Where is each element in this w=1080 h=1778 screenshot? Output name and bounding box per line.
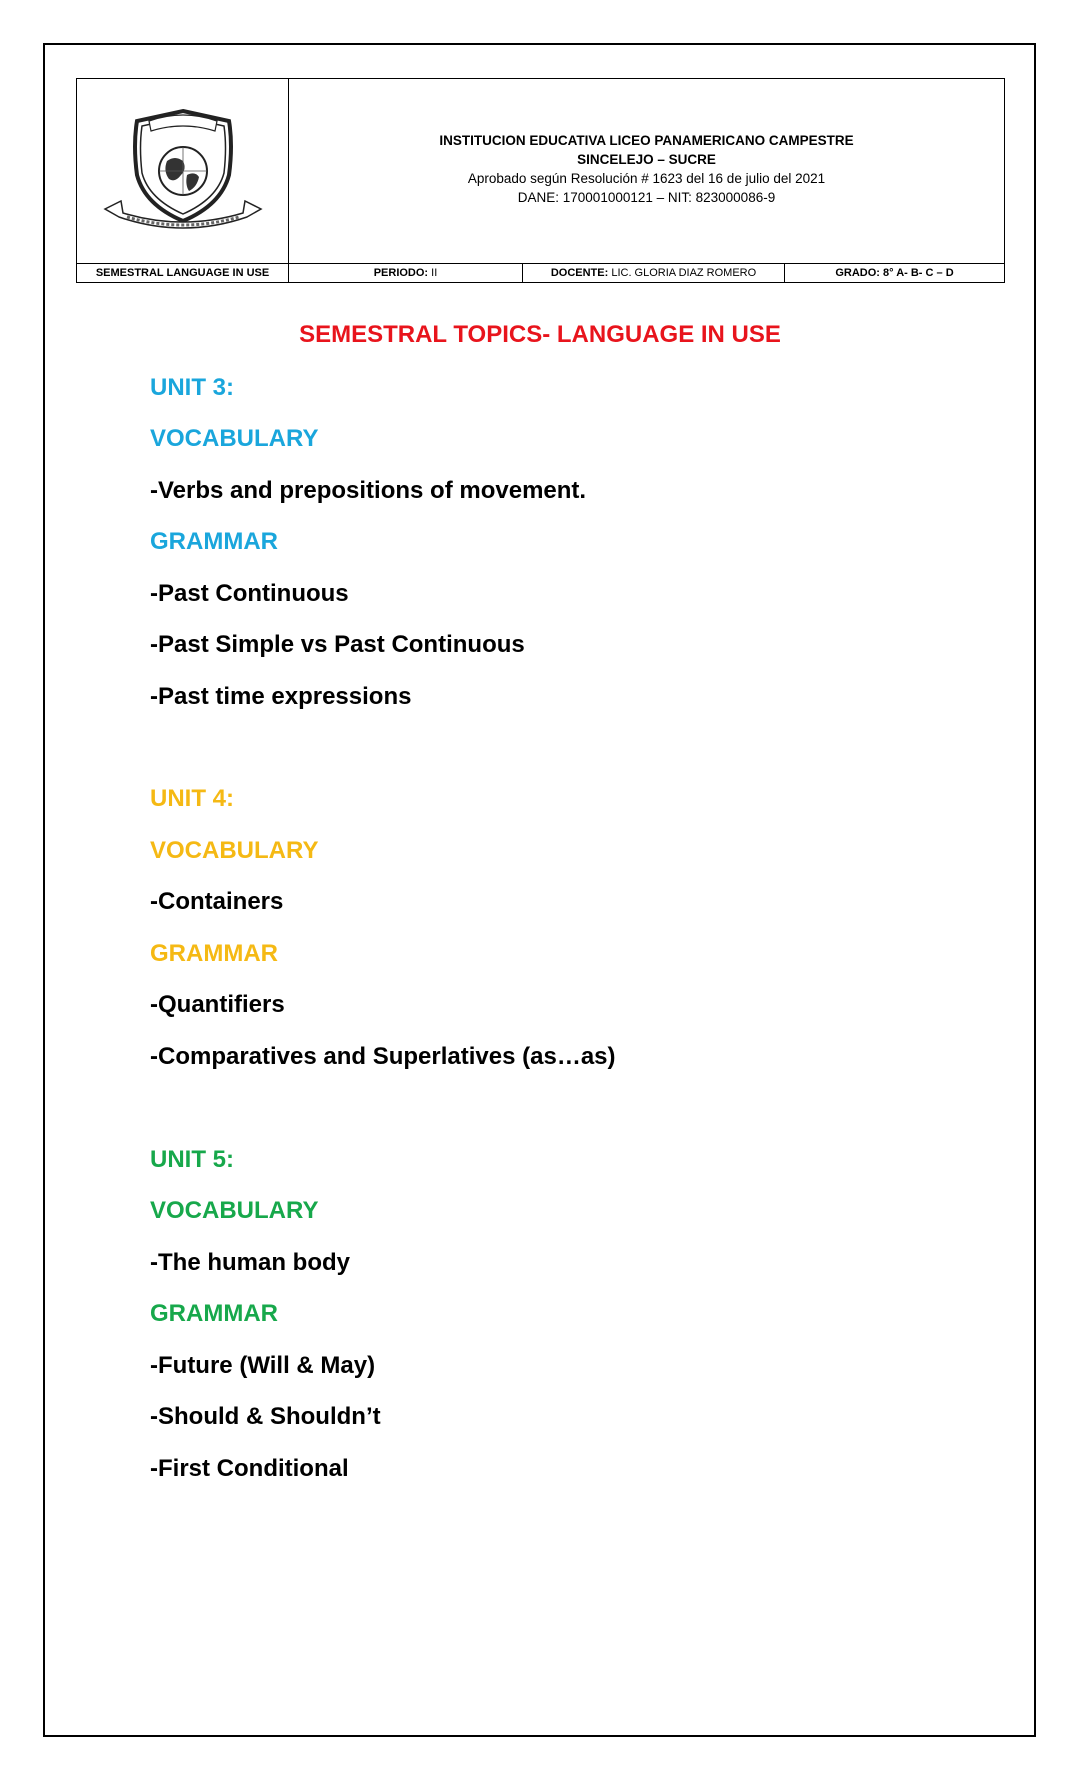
unit-4-heading: UNIT 4: <box>150 785 234 812</box>
unit-4-grammar-item: -Comparatives and Superlatives (as…as) <box>150 1043 616 1070</box>
subject-label: SEMESTRAL LANGUAGE IN USE <box>95 267 270 279</box>
logo-cell <box>77 79 289 263</box>
header-meta-row <box>77 263 1004 282</box>
teacher-label: DOCENTE: <box>550 267 609 279</box>
unit-3-grammar-item: -Past time expressions <box>150 683 412 710</box>
unit-5-vocabulary-heading: VOCABULARY <box>150 1197 319 1224</box>
unit-3-vocabulary-heading: VOCABULARY <box>150 425 319 452</box>
unit-3-heading: UNIT 3: <box>150 374 234 401</box>
institution-ids: DANE: 170001000121 – NIT: 823000086-9 <box>517 190 776 205</box>
unit-3-grammar-heading: GRAMMAR <box>150 528 278 555</box>
unit-5-grammar-item: -Future (Will & May) <box>150 1352 376 1379</box>
teacher-cell <box>523 264 785 282</box>
document-header <box>76 78 1005 283</box>
unit-5-heading: UNIT 5: <box>150 1146 234 1173</box>
institution-city: SINCELEJO – SUCRE <box>577 152 716 167</box>
institution-info <box>289 79 1004 263</box>
period-cell <box>289 264 523 282</box>
period-value: II <box>431 267 438 279</box>
unit-3-grammar-item: -Past Continuous <box>150 580 349 607</box>
institution-name: INSTITUCION EDUCATIVA LICEO PANAMERICANO CAMPESTRE <box>439 133 854 148</box>
teacher-value: LIC. GLORIA DIAZ ROMERO <box>611 267 757 279</box>
unit-5-grammar-heading: GRAMMAR <box>150 1300 278 1327</box>
subject-cell <box>77 264 289 282</box>
document-title: SEMESTRAL TOPICS- LANGUAGE IN USE <box>299 321 781 348</box>
grade-value: 8° A- B- C – D <box>883 267 954 279</box>
unit-5-grammar-item: -Should & Shouldn’t <box>150 1403 381 1430</box>
unit-4-vocabulary-heading: VOCABULARY <box>150 837 319 864</box>
school-crest-logo <box>97 105 269 235</box>
unit-4-grammar-item: -Quantifiers <box>150 991 285 1018</box>
grade-cell <box>785 264 1004 282</box>
unit-3-grammar-item: -Past Simple vs Past Continuous <box>150 631 525 658</box>
unit-3-vocab-item: -Verbs and prepositions of movement. <box>150 477 587 504</box>
unit-5-vocab-item: -The human body <box>150 1249 350 1276</box>
grade-label: GRADO: <box>835 267 880 279</box>
period-label: PERIODO: <box>373 267 429 279</box>
unit-5-grammar-item: -First Conditional <box>150 1455 349 1482</box>
approval-resolution: Aprobado según Resolución # 1623 del 16 de julio del 2021 <box>467 171 826 186</box>
unit-4-grammar-heading: GRAMMAR <box>150 940 278 967</box>
unit-4-vocab-item: -Containers <box>150 888 284 915</box>
